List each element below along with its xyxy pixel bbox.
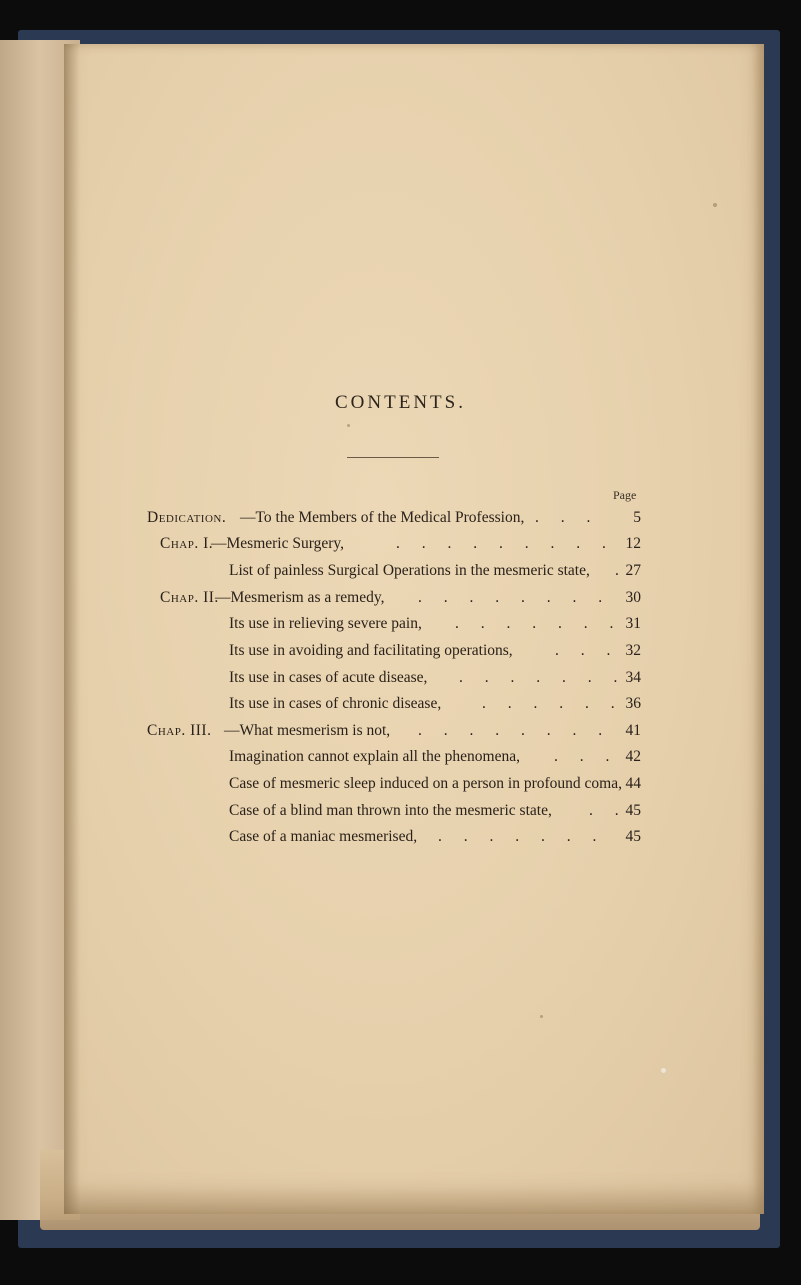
toc-entry-leader: . . xyxy=(589,802,628,819)
toc-entry-page: 45 xyxy=(625,802,641,819)
toc-entry-leader: . . . . . . . xyxy=(459,669,627,686)
toc-entry-page: 31 xyxy=(625,615,641,632)
toc-entry-page: 36 xyxy=(625,695,641,712)
toc-entry-leader: . . . xyxy=(555,642,620,659)
toc-entry-page: 44 xyxy=(625,775,641,792)
toc-entry-title: Its use in cases of acute disease, xyxy=(229,669,428,686)
toc-entry-leader: . . . . . . . xyxy=(438,828,606,845)
toc-entry-page: 5 xyxy=(633,509,641,526)
toc-entry-leader: . . . . . . . . xyxy=(418,722,612,739)
toc-entry-title: —What mesmerism is not, xyxy=(224,722,391,739)
toc-entry-leader: . . . . . . xyxy=(482,695,624,712)
toc-entry-page: 42 xyxy=(625,748,641,765)
toc-entry-title: —Mesmeric Surgery, xyxy=(211,535,345,552)
page-column-label: Page xyxy=(613,488,637,502)
paper-speck xyxy=(347,424,350,427)
toc-entry-page: 30 xyxy=(625,589,641,606)
toc-entry-lead: Chap. II. xyxy=(160,589,219,606)
toc-entry-page: 12 xyxy=(625,535,641,552)
toc-entry-page: 45 xyxy=(625,828,641,845)
page-title: CONTENTS. xyxy=(335,392,466,413)
title-rule xyxy=(347,457,439,458)
toc-entry-page: 41 xyxy=(625,722,641,739)
toc-entry-title: Case of mesmeric sleep induced on a person in profound coma, xyxy=(229,775,622,792)
toc-entry-title: —Mesmerism as a remedy, xyxy=(215,589,385,606)
toc-entry-leader: . . . xyxy=(535,509,600,526)
toc-entry-title: Imagination cannot explain all the phenomena, xyxy=(229,748,520,765)
paper-speck xyxy=(713,203,717,207)
toc-entry-page: 34 xyxy=(625,669,641,686)
toc-entry-title: Its use in relieving severe pain, xyxy=(229,615,422,632)
toc-entry-title: List of painless Surgical Operations in the mesmeric state, xyxy=(229,562,590,579)
toc-entry-lead: Dedication. xyxy=(147,509,227,526)
toc-entry-page: 32 xyxy=(625,642,641,659)
toc-entry-title: Case of a maniac mesmerised, xyxy=(229,828,418,845)
toc-entry-title: Case of a blind man thrown into the mesmeric state, xyxy=(229,802,552,819)
toc-entry-lead: Chap. I. xyxy=(160,535,214,552)
toc-entry-lead: Chap. III. xyxy=(147,722,212,739)
toc-entry-leader: . xyxy=(615,562,628,579)
toc-entry-leader: . . . . . . . . xyxy=(418,589,612,606)
toc-entry-leader: . . . xyxy=(554,748,619,765)
paper-speck xyxy=(540,1015,543,1018)
toc-entry-title: —To the Members of the Medical Profession, xyxy=(240,509,525,526)
paper-speck xyxy=(661,1068,666,1073)
toc-entry-title: Its use in cases of chronic disease, xyxy=(229,695,442,712)
toc-entry-leader: . . . . . . . . . xyxy=(396,535,615,552)
toc-entry-title: Its use in avoiding and facilitating operations, xyxy=(229,642,513,659)
gutter-shadow xyxy=(64,44,80,1214)
toc-entry-leader: . . . . . . . xyxy=(455,615,623,632)
toc-entry-page: 27 xyxy=(625,562,641,579)
